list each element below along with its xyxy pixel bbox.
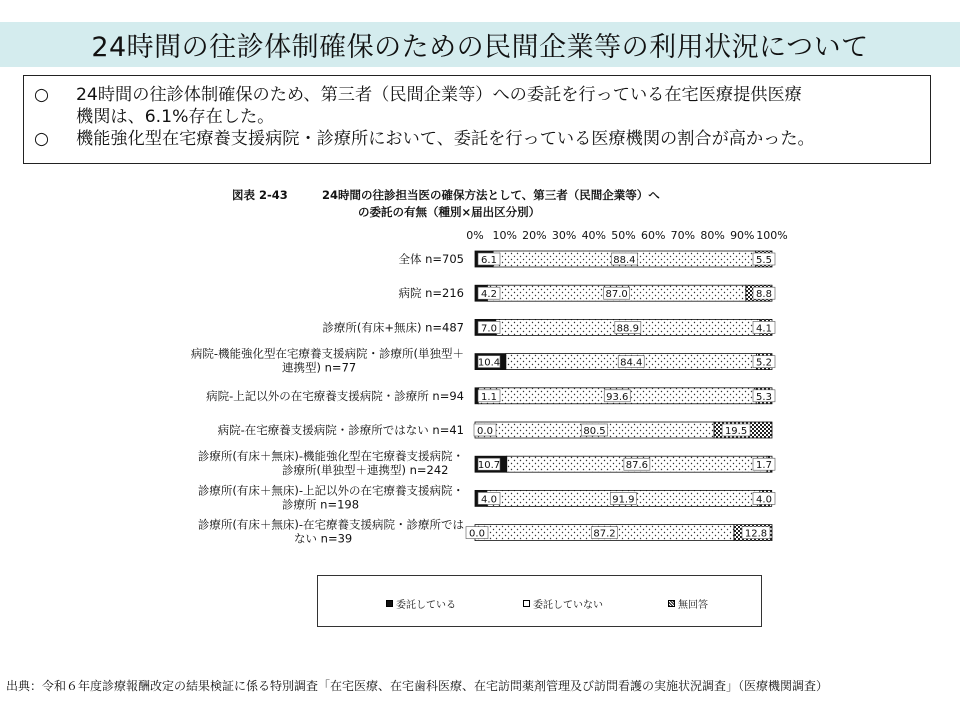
data-label: 80.5: [583, 426, 606, 437]
category-label: 病院-在宅療養支援病院・診療所ではない n=41: [217, 423, 464, 437]
category-label: ない n=39: [294, 531, 353, 546]
data-label: 87.2: [593, 528, 616, 540]
data-label: 0.0: [477, 426, 493, 437]
figure-number: 図表 2-43: [232, 188, 288, 202]
legend-label-no-answer: 無回答: [678, 600, 708, 611]
data-label: 19.5: [724, 426, 748, 437]
category-label: 診療所(有床+無床) n=487: [322, 320, 464, 335]
data-label: 0.0: [469, 528, 485, 540]
data-label: 87.0: [605, 289, 628, 301]
x-tick-label: 70%: [670, 229, 696, 242]
chart-title-line2: の委託の有無（種別×届出区分別）: [358, 205, 541, 219]
category-label: 病院 n=216: [398, 286, 464, 301]
x-tick-label: 20%: [522, 229, 547, 242]
x-tick-label: 30%: [551, 229, 577, 242]
category-label: 診療所(有床＋無床)-上記以外の在宅療養支援病院・: [197, 483, 464, 498]
data-label: 5.3: [756, 391, 772, 403]
chart-title-line1: 24時間の往診担当医の確保方法として、第三者（民間企業等）へ: [322, 188, 660, 202]
legend-item-no-answer: [668, 596, 708, 611]
summary-text-2: 機能強化型在宅療養支援病院・診療所において、委託を行っている医療機関の割合が高かった。: [76, 129, 815, 149]
x-tick-label: 60%: [640, 229, 666, 242]
data-label: 91.9: [612, 494, 635, 506]
data-label: 88.9: [616, 323, 639, 335]
circle-bullet-icon: ○: [34, 85, 49, 105]
data-label: 87.6: [625, 460, 648, 472]
x-tick-label: 40%: [581, 229, 607, 242]
summary-text-1-cont: 機関は、6.1%存在した。: [76, 107, 275, 127]
x-tick-label: 100%: [756, 229, 788, 242]
data-label: 12.8: [744, 528, 768, 540]
data-label: 6.1: [481, 255, 497, 266]
category-label: 病院-機能強化型在宅療養支援病院・診療所(単独型＋: [190, 346, 464, 361]
data-label: 4.2: [481, 289, 497, 301]
circle-bullet-icon: ○: [34, 129, 49, 149]
data-label: 4.0: [756, 494, 772, 506]
category-label: 診療所(有床＋無床)-機能強化型在宅療養支援病院・: [197, 449, 464, 464]
data-label: 4.0: [481, 494, 497, 506]
page-title: 24時間の往診体制確保のための民間企業等の利用状況について: [91, 32, 869, 63]
data-label: 5.5: [756, 255, 772, 266]
data-label: 4.1: [756, 323, 772, 335]
legend-label-entrusted: 委託している: [396, 600, 456, 611]
data-label: 10.7: [477, 460, 501, 472]
data-label: 5.2: [756, 357, 772, 369]
data-label: 93.6: [606, 391, 629, 403]
category-label: 病院-上記以外の在宅療養支援病院・診療所 n=94: [206, 388, 464, 403]
data-label: 1.7: [756, 460, 772, 472]
legend-swatch-dotted: [523, 600, 530, 607]
category-label: 診療所(有床＋無床)-在宅療養支援病院・診療所では: [197, 517, 464, 532]
data-label: 88.4: [613, 255, 636, 266]
x-tick-label: 80%: [700, 229, 725, 242]
data-label: 7.0: [481, 323, 497, 335]
x-tick-label: 0%: [466, 229, 484, 242]
legend: [317, 575, 762, 627]
legend-swatch-checkered: [668, 600, 675, 607]
category-label: 連携型) n=77: [282, 360, 357, 375]
category-label: 診療所(単独型＋連携型) n=242: [282, 463, 449, 478]
data-label: 8.8: [756, 289, 772, 301]
summary-text-1: 24時間の往診体制確保のため、第三者（民間企業等）への委託を行っている在宅医療提供医療: [76, 85, 802, 105]
x-tick-label: 10%: [492, 229, 517, 242]
x-tick-label: 50%: [611, 229, 636, 242]
data-label: 1.1: [481, 391, 497, 403]
category-label: 全体 n=705: [398, 252, 464, 266]
data-label: 10.4: [477, 357, 501, 369]
legend-swatch-solid: [386, 600, 393, 607]
category-label: 診療所 n=198: [282, 497, 360, 512]
source-note: 出典：令和６年度診療報酬改定の結果検証に係る特別調査「在宅医療、在宅歯科医療、在宅訪問薬剤管理及び訪問看護の実施状況調査」（医療機関調査）: [6, 679, 829, 693]
legend-item-entrusted: [386, 596, 456, 611]
data-label: 84.4: [620, 357, 643, 369]
x-tick-label: 90%: [730, 229, 755, 242]
legend-item-not-entrusted: [523, 596, 603, 611]
legend-label-not-entrusted: 委託していない: [533, 600, 603, 611]
